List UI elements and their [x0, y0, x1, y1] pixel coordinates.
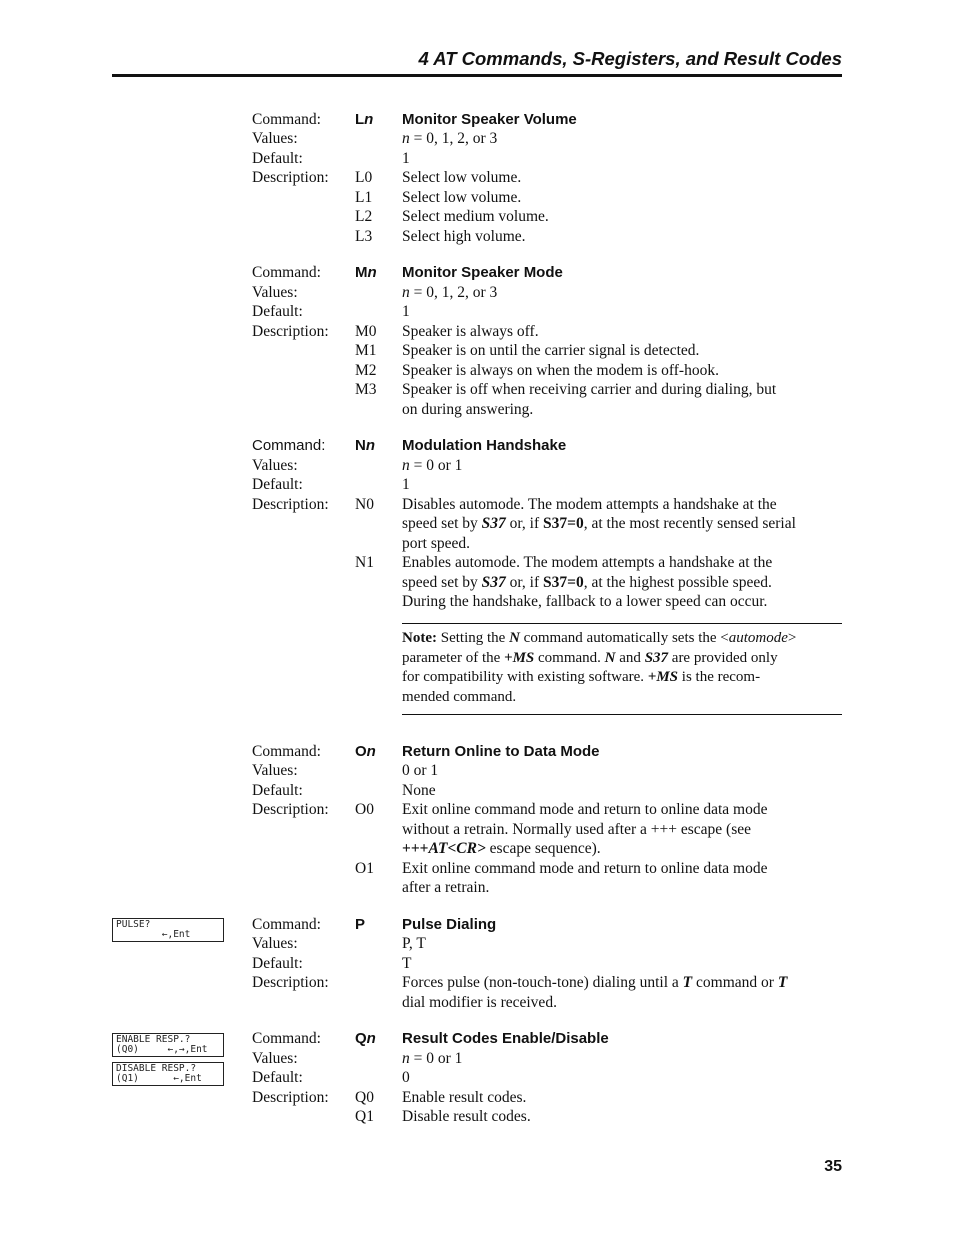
option-code: L3	[355, 228, 373, 245]
chapter-header: 4 AT Commands, S-Registers, and Result Codes	[418, 48, 842, 69]
note-bottom-rule	[402, 714, 842, 715]
option-code: Q0	[355, 1089, 374, 1106]
default-p: T	[402, 955, 412, 972]
default-label: Default:	[252, 955, 303, 972]
note-text: Note: Setting the N command automatically sets the <automode>	[402, 630, 797, 646]
option-code: L2	[355, 208, 373, 225]
default-m: 1	[402, 303, 410, 320]
values-label: Values:	[252, 457, 298, 474]
option-code: M0	[355, 323, 377, 340]
values-o: 0 or 1	[402, 762, 439, 779]
option-code: L0	[355, 169, 373, 186]
command-code-l: Ln	[355, 111, 374, 128]
option-code: M2	[355, 362, 377, 379]
option-text: speed set by S37 or, if S37=0, at the most recently sensed serial	[402, 515, 796, 532]
option-text: Disables automode. The modem attempts a handshake at the	[402, 496, 777, 513]
option-text: without a retrain. Normally used after a +++ escape (see	[402, 821, 751, 838]
option-text: Speaker is on until the carrier signal is detected.	[402, 342, 700, 359]
description-label: Description:	[252, 1089, 329, 1106]
command-title-m: Monitor Speaker Mode	[402, 264, 563, 281]
option-text: Select medium volume.	[402, 208, 549, 225]
default-label: Default:	[252, 303, 303, 320]
values-label: Values:	[252, 284, 298, 301]
command-code-o: On	[355, 743, 376, 760]
option-code: Q1	[355, 1108, 374, 1125]
lcd-display-disable-resp: DISABLE RESP.? (Q1) ←,Ent	[112, 1062, 224, 1086]
option-code: O0	[355, 801, 374, 818]
values-p: P, T	[402, 935, 426, 952]
values-m: n = 0, 1, 2, or 3	[402, 284, 498, 301]
note-text: for compatibility with existing software. +MS is the recom-	[402, 669, 761, 685]
values-label: Values:	[252, 130, 298, 147]
values-label: Values:	[252, 1050, 298, 1067]
lcd-display-enable-resp: ENABLE RESP.? (Q0) ←,→,Ent	[112, 1033, 224, 1057]
command-label: Command:	[252, 437, 326, 454]
command-label: Command:	[252, 743, 321, 760]
option-text: Select high volume.	[402, 228, 526, 245]
command-code-q: Qn	[355, 1030, 376, 1047]
option-text: Exit online command mode and return to online data mode	[402, 801, 768, 818]
description-p: Forces pulse (non-touch-tone) dialing until a T command or T	[402, 974, 788, 991]
option-text: Enables automode. The modem attempts a handshake at the	[402, 554, 773, 571]
description-label: Description:	[252, 323, 329, 340]
command-title-n: Modulation Handshake	[402, 437, 567, 454]
command-label: Command:	[252, 111, 321, 128]
default-o: None	[402, 782, 436, 799]
command-code-p: P	[355, 916, 366, 933]
command-title-q: Result Codes Enable/Disable	[402, 1030, 609, 1047]
note-top-rule	[402, 623, 842, 624]
default-n: 1	[402, 476, 410, 493]
command-label: Command:	[252, 264, 321, 281]
option-text: Select low volume.	[402, 169, 522, 186]
values-label: Values:	[252, 935, 298, 952]
description-label: Description:	[252, 169, 329, 186]
option-text: Speaker is off when receiving carrier and during dialing, but	[402, 381, 777, 398]
option-text: Select low volume.	[402, 189, 522, 206]
option-text: Exit online command mode and return to online data mode	[402, 860, 768, 877]
option-text: speed set by S37 or, if S37=0, at the highest possible speed.	[402, 574, 772, 591]
command-title-l: Monitor Speaker Volume	[402, 111, 577, 128]
option-text-cont: on during answering.	[402, 401, 534, 418]
default-l: 1	[402, 150, 410, 167]
note-text: parameter of the +MS command. N and S37 are provided only	[402, 650, 778, 666]
option-text: port speed.	[402, 535, 471, 552]
values-l: n = 0, 1, 2, or 3	[402, 130, 498, 147]
values-q: n = 0 or 1	[402, 1050, 463, 1067]
option-code: M1	[355, 342, 377, 359]
page-number: 35	[824, 1158, 842, 1175]
default-label: Default:	[252, 1069, 303, 1086]
description-label: Description:	[252, 974, 329, 991]
option-code: M3	[355, 381, 377, 398]
default-label: Default:	[252, 782, 303, 799]
option-text: Speaker is always off.	[402, 323, 539, 340]
option-text: Enable result codes.	[402, 1089, 527, 1106]
description-label: Description:	[252, 496, 329, 513]
header-rule	[112, 74, 842, 77]
option-code: N1	[355, 554, 374, 571]
values-n: n = 0 or 1	[402, 457, 463, 474]
option-text: Disable result codes.	[402, 1108, 531, 1125]
option-code: L1	[355, 189, 373, 206]
option-code: N0	[355, 496, 374, 513]
option-text: Speaker is always on when the modem is off-hook.	[402, 362, 719, 379]
option-code: O1	[355, 860, 374, 877]
description-p-cont: dial modifier is received.	[402, 994, 557, 1011]
option-text: During the handshake, fallback to a lower speed can occur.	[402, 593, 768, 610]
default-label: Default:	[252, 476, 303, 493]
command-code-n: Nn	[355, 437, 376, 454]
option-text: after a retrain.	[402, 879, 490, 896]
lcd-display-pulse: PULSE? ←,Ent	[112, 918, 224, 942]
note-text: mended command.	[402, 689, 517, 705]
command-code-m: Mn	[355, 264, 377, 281]
option-text: +++AT<CR> escape sequence).	[402, 840, 601, 857]
command-label: Command:	[252, 916, 321, 933]
values-label: Values:	[252, 762, 298, 779]
default-label: Default:	[252, 150, 303, 167]
default-q: 0	[402, 1069, 410, 1086]
command-title-o: Return Online to Data Mode	[402, 743, 600, 760]
command-title-p: Pulse Dialing	[402, 916, 497, 933]
description-label: Description:	[252, 801, 329, 818]
command-label: Command:	[252, 1030, 321, 1047]
